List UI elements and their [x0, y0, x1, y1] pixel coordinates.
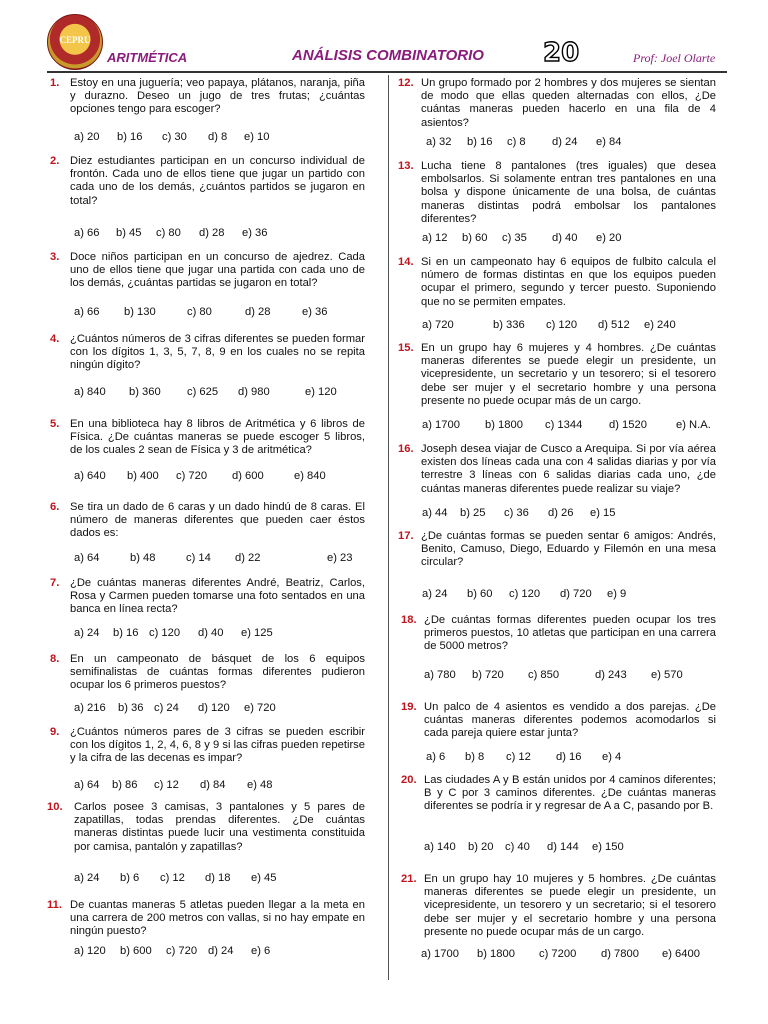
option: a) 24: [74, 872, 100, 884]
question-text: ¿De cuántas formas se pueden sentar 6 amigos: Andrés, Benito, Camuso, Diego, Eduardo y Filemón en una mesa circular?: [421, 530, 716, 569]
option: c) 625: [187, 386, 219, 398]
option: a) 24: [74, 627, 100, 639]
question-text: Doce niños participan en un concurso de ajedrez. Cada uno de ellos tiene que jugar una partida con cada uno de los demás, ¿cuántas partidas se jugaron en total?: [70, 251, 365, 290]
sheet-number: 20: [543, 38, 580, 68]
option: d) 980: [238, 386, 270, 398]
question-number: 5.: [50, 418, 60, 430]
question-text: ¿De cuántas maneras diferentes André, Beatriz, Carlos, Rosa y Carmen pueden tomarse una foto sentados en una banca en línea recta?: [70, 577, 365, 616]
option: d) 144: [547, 841, 579, 853]
option: a) 64: [74, 552, 100, 564]
question-number: 8.: [50, 653, 60, 665]
option: a) 1700: [422, 419, 460, 431]
option: d) 24: [552, 136, 578, 148]
question-21: [401, 873, 716, 939]
question-11: [47, 899, 365, 939]
option: e) 120: [305, 386, 337, 398]
question-text: ¿De cuántas formas diferentes pueden ocupar los tres primeros puestos, 10 atletas que participan en una carrera de 5000 metros?: [424, 614, 716, 653]
option: a) 640: [74, 470, 106, 482]
option: a) 66: [74, 227, 100, 239]
question-number: 7.: [50, 577, 60, 589]
option: c) 40: [505, 841, 530, 853]
question-number: 19.: [401, 701, 417, 713]
option: b) 600: [120, 945, 152, 957]
question-number: 16.: [398, 443, 414, 455]
option: c) 80: [156, 227, 181, 239]
option: b) 45: [116, 227, 142, 239]
question-19: [401, 701, 716, 741]
option: b) 16: [467, 136, 493, 148]
option: d) 40: [552, 232, 578, 244]
option: e) 48: [247, 779, 273, 791]
option: c) 35: [502, 232, 527, 244]
option: a) 64: [74, 779, 100, 791]
option: a) 840: [74, 386, 106, 398]
option: b) 16: [117, 131, 143, 143]
option: c) 720: [176, 470, 208, 482]
option: a) 1700: [421, 948, 459, 960]
option: b) 16: [113, 627, 139, 639]
question-10: [47, 801, 365, 854]
option: c) 8: [507, 136, 526, 148]
option: a) 6: [426, 751, 446, 763]
option: b) 86: [112, 779, 138, 791]
option: d) 28: [245, 306, 271, 318]
option: a) 780: [424, 669, 456, 681]
question-text: Joseph desea viajar de Cusco a Arequipa. Si por vía aérea existen dos líneas cada una con 4 salidas diarias y por vía terrestre 3 líneas con 6 salidas diarias cada uno, ¿de cuántas maneras diferentes puede realizar su viaje?: [421, 443, 716, 495]
question-text: En un grupo hay 10 mujeres y 5 hombres. ¿De cuántas maneras diferentes se puede elegir un presidente, un vicepresidente, un tesorero y un secretario; si el tesorero debe ser mujer y el secretario hombre y una persona presente no puede ocupar más de un cargo.: [424, 873, 716, 938]
option: e) 36: [242, 227, 268, 239]
option: c) 80: [187, 306, 212, 318]
option: e) 240: [644, 319, 676, 331]
option: b) 336: [493, 319, 525, 331]
question-8: [50, 653, 365, 693]
option: e) N.A.: [676, 419, 711, 431]
question-text: Si en un campeonato hay 6 equipos de fulbito calcula el número de formas distintas en que los equipos pueden ocupar el primero, segundo y tercer puesto. Suponiendo que no se permiten empates.: [421, 256, 716, 308]
question-number: 12.: [398, 77, 414, 89]
option: c) 14: [186, 552, 211, 564]
option: d) 22: [235, 552, 261, 564]
question-number: 13.: [398, 160, 414, 172]
option: b) 36: [118, 702, 144, 714]
question-15: [398, 342, 716, 408]
option: d) 26: [548, 507, 574, 519]
option: e) 15: [590, 507, 616, 519]
option: d) 16: [556, 751, 582, 763]
question-18: [401, 614, 716, 654]
question-number: 17.: [398, 530, 414, 542]
option: e) 45: [251, 872, 277, 884]
question-16: [398, 443, 716, 496]
question-text: Se tira un dado de 6 caras y un dado hindú de 8 caras. El número de maneras diferentes que pueden caer éstos dados es:: [70, 501, 365, 540]
option: d) 120: [198, 702, 230, 714]
subject-label: ARITMÉTICA: [107, 50, 188, 65]
question-1: [50, 77, 365, 117]
option: b) 8: [465, 751, 485, 763]
question-text: De cuantas maneras 5 atletas pueden llegar a la meta en una carrera de 200 metros con vallas, si no hay empate en ningún puesto?: [70, 899, 365, 938]
option: b) 20: [468, 841, 494, 853]
option: d) 84: [200, 779, 226, 791]
option: b) 6: [120, 872, 140, 884]
option: a) 12: [422, 232, 448, 244]
question-text: Las ciudades A y B están unidos por 4 caminos diferentes; B y C por 3 caminos diferentes. ¿De cuántas maneras diferentes se podría ir y regresar de A a C, pasando por B.: [424, 774, 716, 813]
option: c) 12: [160, 872, 185, 884]
option: e) 720: [244, 702, 276, 714]
option: e) 6400: [662, 948, 700, 960]
option: e) 10: [244, 131, 270, 143]
header-rule: [47, 71, 727, 73]
question-20: [401, 774, 716, 814]
option: c) 120: [546, 319, 578, 331]
question-number: 18.: [401, 614, 417, 626]
option: c) 30: [162, 131, 187, 143]
option: c) 36: [504, 507, 529, 519]
question-number: 21.: [401, 873, 417, 885]
question-9: [50, 726, 365, 766]
option: a) 120: [74, 945, 106, 957]
page-title: ANÁLISIS COMBINATORIO: [292, 47, 484, 64]
option: c) 12: [506, 751, 531, 763]
option: d) 720: [560, 588, 592, 600]
option: a) 20: [74, 131, 100, 143]
question-13: [398, 160, 716, 226]
option: c) 24: [154, 702, 179, 714]
logo-text: CEPRU: [59, 35, 91, 45]
option: c) 1344: [545, 419, 583, 431]
question-text: En una biblioteca hay 8 libros de Aritmética y 6 libros de Física. ¿De cuántas maneras se puede escoger 5 libros, de los cuales 2 sean de Física y 3 de aritmética?: [70, 418, 365, 457]
question-17: [398, 530, 716, 570]
option: d) 7800: [601, 948, 639, 960]
question-text: Carlos posee 3 camisas, 3 pantalones y 5 pares de zapatillas, todas prendas diferentes. ¿De cuántas maneras distintas puede lucir una vestimenta constituida por camisa, pantalón y zapatillas?: [74, 801, 365, 853]
option: c) 120: [149, 627, 181, 639]
option: a) 216: [74, 702, 106, 714]
option: e) 9: [607, 588, 627, 600]
option: b) 1800: [477, 948, 515, 960]
option: a) 66: [74, 306, 100, 318]
option: e) 23: [327, 552, 353, 564]
question-number: 4.: [50, 333, 60, 345]
option: e) 150: [592, 841, 624, 853]
question-number: 1.: [50, 77, 60, 89]
option: b) 1800: [485, 419, 523, 431]
option: d) 1520: [609, 419, 647, 431]
option: b) 48: [130, 552, 156, 564]
school-logo: [47, 14, 103, 70]
question-number: 2.: [50, 155, 60, 167]
option: b) 130: [124, 306, 156, 318]
option: b) 60: [462, 232, 488, 244]
question-number: 6.: [50, 501, 60, 513]
option: c) 7200: [539, 948, 577, 960]
option: b) 400: [127, 470, 159, 482]
professor-label: Prof: Joel Olarte: [633, 51, 716, 65]
question-2: [50, 155, 365, 208]
option: b) 720: [472, 669, 504, 681]
question-5: [50, 418, 365, 458]
question-text: Estoy en una juguería; veo papaya, plátanos, naranja, piña y durazno. Deseo un jugo de tres frutas; ¿cuántas opciones tengo para escoger?: [70, 77, 365, 116]
option: c) 120: [509, 588, 541, 600]
question-text: ¿Cuántos números pares de 3 cifras se pueden escribir con los dígitos 1, 2, 4, 6, 8 y 9 si las cifras pueden repetirse y la cifra de las decenas es impar?: [70, 726, 365, 765]
question-text: Lucha tiene 8 pantalones (tres iguales) que desea embolsarlos. Si solamente entran tres pantalones en una bolsa y dispone únicamente de una bolsa, de cuántas maneras distintas podrá embolsar los pantalones diferentes?: [421, 160, 716, 225]
question-text: Un palco de 4 asientos es vendido a dos parejas. ¿De cuántas maneras diferentes podemos acomodarlos si cada pareja quiere estar junta?: [424, 701, 716, 740]
question-number: 10.: [47, 801, 63, 813]
question-number: 3.: [50, 251, 60, 263]
option: b) 25: [460, 507, 486, 519]
option: a) 720: [422, 319, 454, 331]
option: e) 36: [302, 306, 328, 318]
page-header: [0, 0, 768, 70]
option: d) 24: [208, 945, 234, 957]
option: d) 28: [199, 227, 225, 239]
option: a) 32: [426, 136, 452, 148]
option: b) 60: [467, 588, 493, 600]
option: c) 12: [154, 779, 179, 791]
option: b) 360: [129, 386, 161, 398]
question-3: [50, 251, 365, 291]
question-number: 9.: [50, 726, 60, 738]
question-text: ¿Cuántos números de 3 cifras diferentes se pueden formar con los dígitos 1, 3, 5, 7, 8, 9 en los cuales no se repita ningún dígito?: [70, 333, 365, 372]
option: a) 44: [422, 507, 448, 519]
option: d) 8: [208, 131, 228, 143]
question-text: En un grupo hay 6 mujeres y 4 hombres. ¿De cuántas maneras diferentes se puede elegir un presidente, un vicepresidente, un secretario y un tesorero; si el tesorero debe ser mujer y el secretario hombre y una persona presente no puede ocupar más de un cargo.: [421, 342, 716, 407]
question-number: 14.: [398, 256, 414, 268]
option: e) 4: [602, 751, 622, 763]
option: e) 570: [651, 669, 683, 681]
question-number: 20.: [401, 774, 417, 786]
option: a) 24: [422, 588, 448, 600]
option: d) 40: [198, 627, 224, 639]
question-4: [50, 333, 365, 373]
option: e) 84: [596, 136, 622, 148]
column-divider: [388, 75, 389, 980]
question-text: En un campeonato de básquet de los 6 equipos semifinalistas de cuántas formas diferentes pudieron ocupar los 6 primeros puestos?: [70, 653, 365, 692]
option: d) 18: [205, 872, 231, 884]
option: c) 720: [166, 945, 198, 957]
question-text: Diez estudiantes participan en un concurso individual de frontón. Cada uno de ellos tiene que jugar un partido con cada uno de los demás, ¿cuántos partidos se jugaron en total?: [70, 155, 365, 207]
option: a) 140: [424, 841, 456, 853]
question-number: 11.: [47, 899, 62, 911]
option: d) 243: [595, 669, 627, 681]
option: e) 20: [596, 232, 622, 244]
option: d) 600: [232, 470, 264, 482]
option: d) 512: [598, 319, 630, 331]
question-12: [398, 77, 716, 130]
option: e) 125: [241, 627, 273, 639]
option: e) 840: [294, 470, 326, 482]
question-number: 15.: [398, 342, 414, 354]
question-14: [398, 256, 716, 309]
question-text: Un grupo formado por 2 hombres y dos mujeres se sientan de modo que ellas queden alternadas con ellos, ¿De cuántas maneras pueden hacerlo en una fila de 4 asientos?: [421, 77, 716, 129]
question-7: [50, 577, 365, 617]
option: e) 6: [251, 945, 271, 957]
option: c) 850: [528, 669, 560, 681]
question-6: [50, 501, 365, 541]
